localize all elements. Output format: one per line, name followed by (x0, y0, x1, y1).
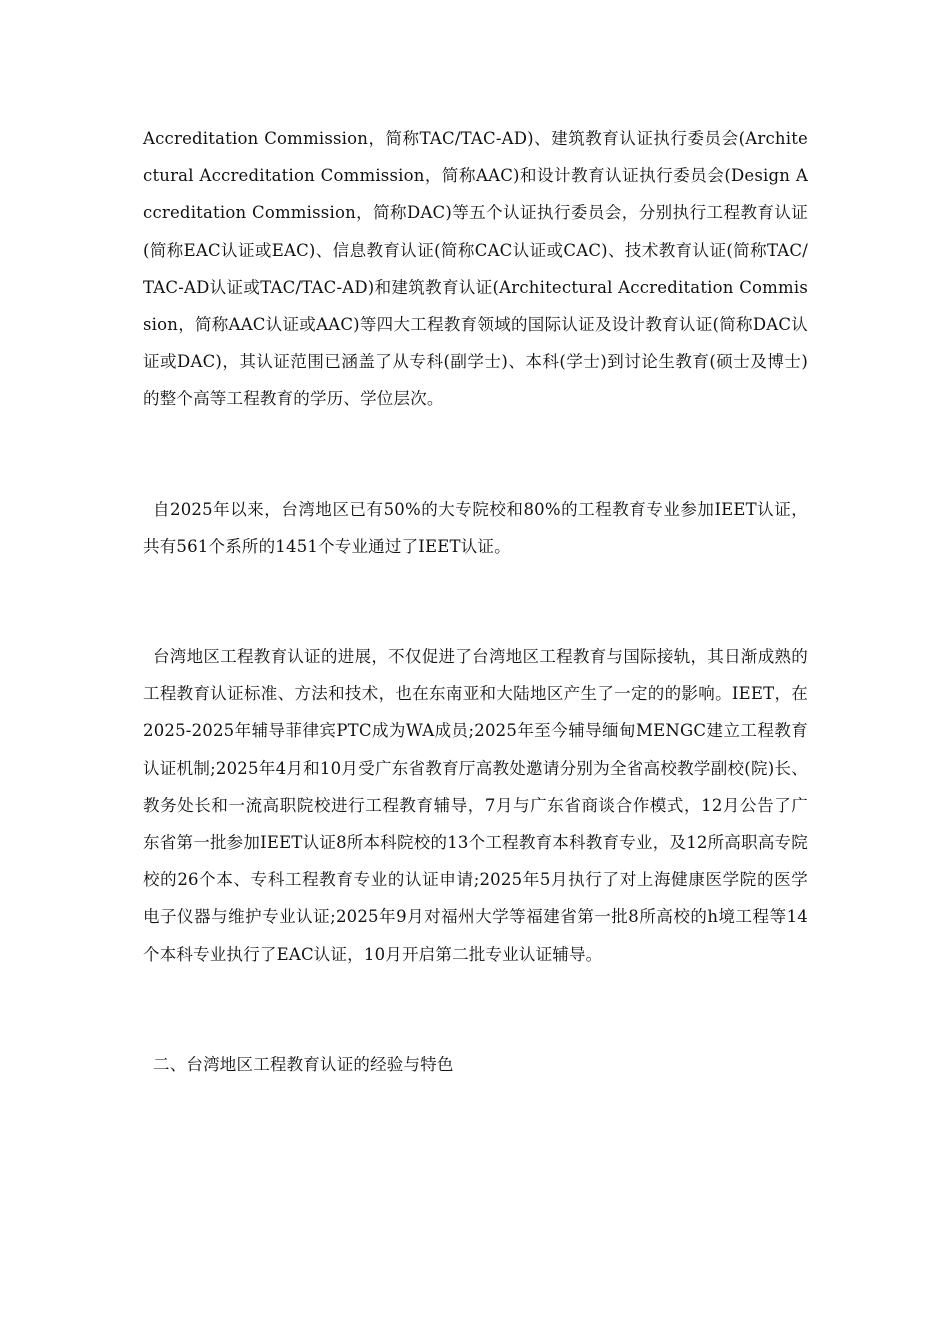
document-body (143, 120, 808, 1083)
paragraph-ieet-influence: 台湾地区工程教育认证的进展，不仅促进了台湾地区工程教育与国际接轨，其日渐成熟的工程教育认证标准、方法和技术，也在东南亚和大陆地区产生了一定的的影响。IEET，在2025-2025年辅导菲律宾PTC成为WA成员;2025年至今辅导缅甸MENGC建立工程教育认证机制;2025年4月和10月受广东省教育厅高教处邀请分别为全省高校教学副校(院)长、教务处长和一流高职院校进行工程教育辅导，7月与广东省商谈合作模式，12月公告了广东省第一批参加IEET认证8所本科院校的13个工程教育本科教育专业，及12所高职高专院校的26个本、专科工程教育专业的认证申请;2025年5月执行了对上海健康医学院的医学电子仪器与维护专业认证;2025年9月对福州大学等福建省第一批8所高校的h境工程等14个本科专业执行了EAC认证，10月开启第二批专业认证辅导。 (143, 647, 808, 964)
paragraph-ieet-statistics: 自2025年以来，台湾地区已有50%的大专院校和80%的工程教育专业参加IEET认证，共有561个系所的1451个专业通过了IEET认证。 (143, 499, 808, 556)
paragraph-accreditation-commissions: Accreditation Commission，简称TAC/TAC-AD)、建筑教育认证执行委员会(Architectural Accreditation Commission，简称AAC)和设计教育认证执行委员会(Design Accreditation Commission，简称DAC)等五个认证执行委员会，分别执行工程教育认证(简称EAC认证或EAC)、信息教育认证(简称CAC认证或CAC)、技术教育认证(简称TAC/TAC-AD认证或TAC/TAC-AD)和建筑教育认证(Architectural Accreditation Commission，简称AAC认证或AAC)等四大工程教育领域的国际认证及设计教育认证(简称DAC认证或DAC)，其认证范围已涵盖了从专科(副学士)、本科(学士)到讨论生教育(硕士及博士)的整个高等工程教育的学历、学位层次。 (143, 129, 808, 409)
section-heading: 二、台湾地区工程教育认证的经验与特色 (153, 1054, 454, 1074)
